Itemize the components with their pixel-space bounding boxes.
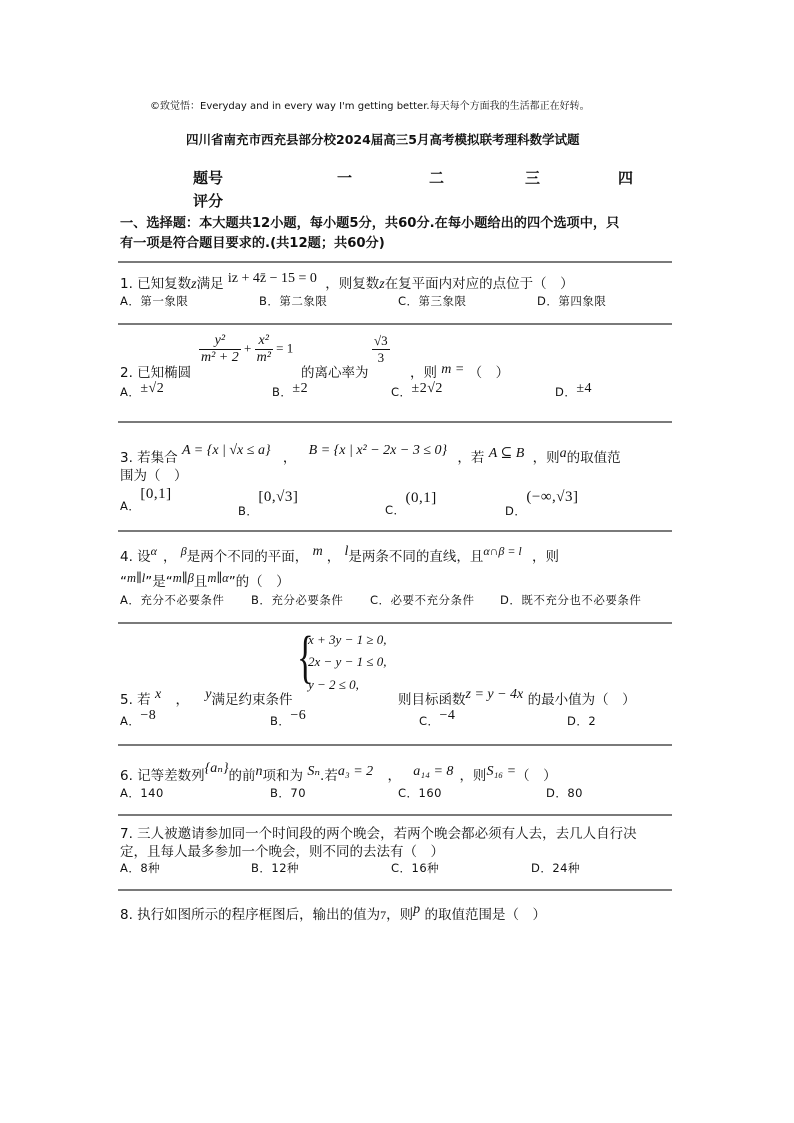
q2-post1: ，则 [410, 365, 437, 381]
q1-option-b: B．第二象限 [259, 294, 328, 308]
score-col-2: 二 [429, 169, 445, 187]
q5-option-a-letter: A． [120, 714, 141, 728]
divider [118, 814, 672, 816]
q1-equation: iz + 4z̄ − 15 = 0 [227, 271, 317, 286]
q4-l2-m-par-beta: m∥β [172, 571, 194, 585]
q2-option-c-letter: C． [391, 385, 412, 399]
q3-option-c-value: (0,1] [405, 490, 437, 506]
q7-option-a: A．8种 [120, 861, 161, 875]
q5-post: 的最小值为（ ） [527, 692, 636, 708]
q1-var-z: z [191, 277, 197, 292]
q8-post: 的取值范围是（ ） [424, 907, 546, 923]
q5-objective: z = y − 4x [465, 687, 524, 702]
q3-var-a: a [559, 446, 567, 461]
q6-mid1: 的前 [228, 768, 256, 784]
q2-option-d-value: ±4 [576, 381, 593, 396]
q6-sum-n: Sₙ [307, 764, 321, 779]
q6-var-n: n [255, 764, 263, 779]
q2-eccentricity: $\frac{√3}{3}$ [374, 333, 388, 365]
section-heading-line2: 有一项是符合题目要求的.(共12题；共60分) [120, 236, 385, 251]
q3-option-c-letter: C． [385, 503, 406, 517]
q4-mid1: 是两个不同的平面， [186, 549, 309, 565]
q4-sep2: ， [326, 549, 341, 565]
q1-option-c: C．第三象限 [398, 294, 467, 308]
q8-pre: 8. 执行如图所示的程序框图后，输出的值为 [120, 907, 381, 923]
q4-l2-quote-mid: ”是“ [145, 574, 173, 590]
q5-sep: ， [175, 692, 189, 708]
q5-var-y: y [205, 687, 212, 702]
q6-s16: S₁₆ = [486, 764, 517, 779]
q2-plus: + [244, 340, 252, 356]
q4-option-a: A．充分不必要条件 [120, 593, 225, 607]
q5-constraint-3: y − 2 ≤ 0, [308, 677, 359, 692]
score-col-4: 四 [618, 169, 634, 187]
q4-option-c: C．必要不充分条件 [370, 593, 475, 607]
page-title: 四川省南充市西充县部分校2024届高三5月高考模拟联考理科数学试题 [186, 132, 580, 147]
divider [118, 421, 672, 423]
q3-post1: ，则 [532, 450, 560, 466]
q6-option-c: C．160 [398, 786, 442, 800]
q1-pre: 1. 已知复数 [120, 276, 192, 292]
q3-mid: ，若 [457, 450, 485, 466]
q1-mid1: 满足 [196, 276, 224, 292]
q2-fraction-2: $\frac{\text{x²}}{\text{m²}}$ [256, 333, 271, 365]
q3-set-b: B = {x | x² − 2x − 3 ≤ 0} [308, 443, 448, 458]
q4-option-d: D．既不充分也不必要条件 [500, 593, 642, 607]
q4-pre: 4. 设 [120, 549, 151, 565]
q5-constraint-2: 2x − y − 1 ≤ 0, [308, 654, 387, 669]
divider [118, 261, 672, 263]
q4-option-b: B．充分必要条件 [251, 593, 344, 607]
q6-post2: （ ） [516, 768, 557, 784]
q3-option-a-letter: A． [120, 499, 141, 513]
q5-option-d-letter: D． [567, 714, 589, 728]
q3-line2: 围为（ ） [120, 468, 188, 484]
q4-l2-m-par-alpha: m∥α [207, 571, 229, 585]
q6-post1: ，则 [459, 768, 487, 784]
q2-fraction-1: $\frac{\text{y²}}{\text{m² + 2}}$ [201, 333, 239, 365]
divider [118, 889, 672, 891]
q2-mid: 的离心率为 [301, 365, 369, 381]
score-label-score: 评分 [193, 192, 224, 210]
q8-mid: ，则 [386, 907, 414, 923]
q6-sep: ， [387, 768, 401, 784]
q5-option-a-value: −8 [140, 708, 157, 723]
q5-constraint-1: x + 3y − 1 ≥ 0, [308, 632, 387, 647]
q3-relation: A ⊆ B [488, 446, 525, 461]
q1-option-d: D．第四象限 [537, 294, 607, 308]
q8-value: 7 [380, 908, 387, 922]
q4-sep1: ， [162, 549, 177, 565]
q2-post2: （ ） [468, 365, 510, 381]
q5-option-b-value: −6 [290, 708, 307, 723]
q6-mid2: 项和为 [262, 768, 304, 784]
q5-mid: 满足约束条件 [211, 692, 293, 708]
q2-option-a-letter: A． [120, 385, 141, 399]
score-col-3: 三 [525, 169, 541, 187]
q4-beta: β [180, 544, 187, 558]
q1-mid2: ，则复数 [325, 276, 380, 292]
q4-l2-quote-open: “ [120, 574, 127, 590]
q5-var-x: x [154, 687, 162, 702]
q6-option-a: A．140 [120, 786, 164, 800]
q4-l2-and: 且 [193, 574, 208, 590]
q3-sep: ， [282, 450, 297, 466]
q6-option-b: B．70 [270, 786, 307, 800]
q5-option-c-value: −4 [439, 708, 456, 723]
q2-var-m: m = [441, 362, 465, 377]
q1-var-z2: z [379, 277, 385, 292]
q2-option-b-value: ±2 [292, 381, 309, 396]
q3-option-d-value: (−∞,√3] [526, 489, 579, 505]
q2-option-d-letter: D． [555, 385, 577, 399]
q4-post: ，则 [532, 549, 560, 565]
q7-line1: 7. 三人被邀请参加同一个时间段的两个晚会，若两个晚会都必须有人去，去几人自行决 [120, 826, 637, 842]
q6-pre: 6. 记等差数列 [120, 768, 205, 784]
q5-option-d-value: 2 [588, 714, 597, 728]
motto: ©致觉悟：Everyday and in every way I'm getting better.每天每个方面我的生活都正在好转。 [150, 101, 590, 112]
q3-option-b-letter: B． [238, 504, 259, 518]
q6-a3: a₃ = 2 [337, 764, 374, 779]
q4-var-l: l [344, 544, 349, 559]
q7-option-b: B．12种 [251, 861, 300, 875]
q4-var-m: m [312, 544, 323, 559]
q6-option-d: D．80 [546, 786, 583, 800]
q7-option-d: D．24种 [531, 861, 580, 875]
q5-mid2: 则目标函数 [398, 692, 466, 708]
q6-mid3: .若 [320, 768, 338, 784]
q4-condition: α∩β = l [483, 544, 522, 558]
q4-l2-end: ”的（ ） [228, 574, 290, 590]
q2-option-b-letter: B． [272, 385, 293, 399]
score-col-1: 一 [337, 169, 353, 187]
divider [118, 622, 672, 624]
q5-option-b-letter: B． [270, 714, 291, 728]
q5-brace: { [297, 624, 314, 689]
q3-option-b-value: [0,√3] [258, 489, 299, 505]
q1-option-a: A．第一象限 [120, 294, 189, 308]
divider [118, 744, 672, 746]
q2-option-a-value: ±√2 [140, 381, 165, 396]
q7-line2: 定，且每人最多参加一个晚会，则不同的去法有（ ） [120, 844, 444, 860]
divider [118, 530, 672, 532]
q2-eq1: = 1 [276, 340, 294, 356]
q3-post2: 的取值范 [566, 450, 621, 466]
q2-option-c-value: ±2√2 [411, 381, 443, 396]
q3-option-d-letter: D． [505, 504, 527, 518]
q2-pre: 2. 已知椭圆 [120, 365, 192, 381]
q5-pre: 5. 若 [120, 692, 151, 708]
q6-sequence: {aₙ} [204, 761, 229, 776]
q3-pre: 3. 若集合 [120, 450, 178, 466]
q8-var-p: p [413, 902, 421, 917]
divider [118, 323, 672, 325]
q4-alpha: α [150, 544, 157, 558]
score-label-no: 题号 [193, 169, 224, 187]
q6-a14: a₁₄ = 8 [413, 764, 454, 779]
q5-option-c-letter: C． [419, 714, 440, 728]
section-heading-line1: 一、选择题：本大题共12小题，每小题5分，共60分.在每小题给出的四个选项中，只 [120, 216, 620, 231]
q4-l2-m-par-l: m∥l [127, 571, 146, 585]
q3-set-a: A = {x | √x ≤ a} [181, 443, 271, 458]
q3-option-a-value: [0,1] [140, 486, 172, 502]
q4-mid2: 是两条不同的直线，且 [348, 549, 484, 565]
q1-post: 在复平面内对应的点位于（ ） [384, 276, 574, 292]
q7-option-c: C．16种 [391, 861, 440, 875]
